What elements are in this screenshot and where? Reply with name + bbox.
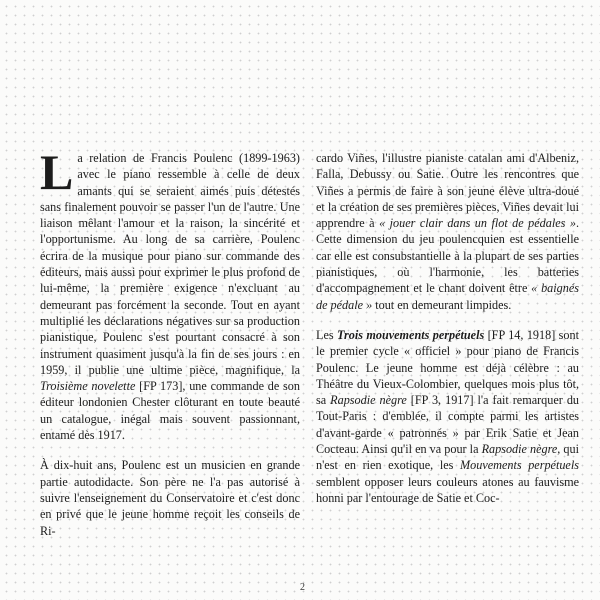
paragraph <box>316 150 579 313</box>
text-run: [FP 14, 1918] sont le premier cycle « officiel » pour piano de Francis Poulenc. Le jeune homme est déjà célèbre : au Théâtre du Vieux-Colombier, quelques mois plus tôt, sa <box>316 327 579 408</box>
page-number: 2 <box>300 582 305 593</box>
right-text-column <box>316 150 579 506</box>
text-run: , qui n'est en rien exotique, les <box>316 442 579 473</box>
work-title: Trois mouvements perpétuels <box>337 327 485 342</box>
drop-cap: L <box>40 144 74 200</box>
text-run: . Cette dimension du jeu poulencquien est essentielle car elle est consubstantielle à la plupart de ses parties pianistiques, où l'harmonie, les batteries d'accompagnement et le chant doivent être <box>316 216 579 296</box>
quotation: « jouer clair dans un flot de pédales » <box>379 216 576 231</box>
paragraph: À dix-huit ans, Poulenc est un musicien en grande partie autodidacte. Son père ne l'a pas autorisé à suivre l'enseignement du Conservatoire et c'est donc en privé que le jeune homme reçoit les conseils de Ri- <box>40 458 300 538</box>
text-run: Les <box>316 327 338 342</box>
text-run: tout en demeurant limpides. <box>372 297 512 312</box>
paragraph <box>316 327 579 506</box>
work-title: Troisième novelette <box>40 379 136 394</box>
work-title: Mouvements perpétuels <box>459 458 579 473</box>
text-run: semblent opposer leurs couleurs atones au fauvisme honni par l'entourage de Satie et Coc- <box>316 474 579 505</box>
text-run: cardo Viñes, l'illustre pianiste catalan ami d'Albeniz, Falla, Debussy ou Satie. Outre les rencontres que Viñes a permis de faire à son jeune élève ultra-doué et la création de ses premières pièces, Viñes devait lui apprendre à <box>316 151 579 231</box>
text-run: [FP 3, 1917] l'a fait remarquer du Tout-Paris : d'emblée, il compte parmi les artistes d'avant-garde « patronnés » par Erik Satie et Jean Cocteau. Ainsi qu'il en va pour la <box>316 393 580 457</box>
quotation: « baignés de pédale » <box>316 281 579 312</box>
work-title: Rapsodie nègre <box>330 393 407 408</box>
left-text-column <box>40 144 300 539</box>
work-title: Rapsodie nègre <box>481 442 558 457</box>
text-run: [FP 173], une commande de son éditeur londonien Chester clôturant en toute beauté un catalogue, inégal mais souvent passionnant, entamé dès 1917. <box>40 379 300 443</box>
text-run: a relation de Francis Poulenc (1899-1963) avec le piano ressemble à celle de deux amants qui se seraient aimés puis détestés sans finalement pouvoir se passer l'un de l'autre. Une liaison mêlant l'amour et la raison, la sincérité et l'opportunisme. Au long de sa carrière, Poulenc écrira de la musique pour piano sur commande des éditeurs, mais aussi pour exprimer le plus profond de lui-même, la première exigence n'excluant au demeurant pas forcément la seconde. Tout en ayant multiplié les déclarations négatives sur sa production pianistique, Poulenc s'est pourtant consacré à son instrument quasiment jusqu'à la fin de ses jours : en 1959, il publie une ultime pièce, magnifique, la <box>40 151 300 377</box>
paragraph <box>40 144 300 443</box>
